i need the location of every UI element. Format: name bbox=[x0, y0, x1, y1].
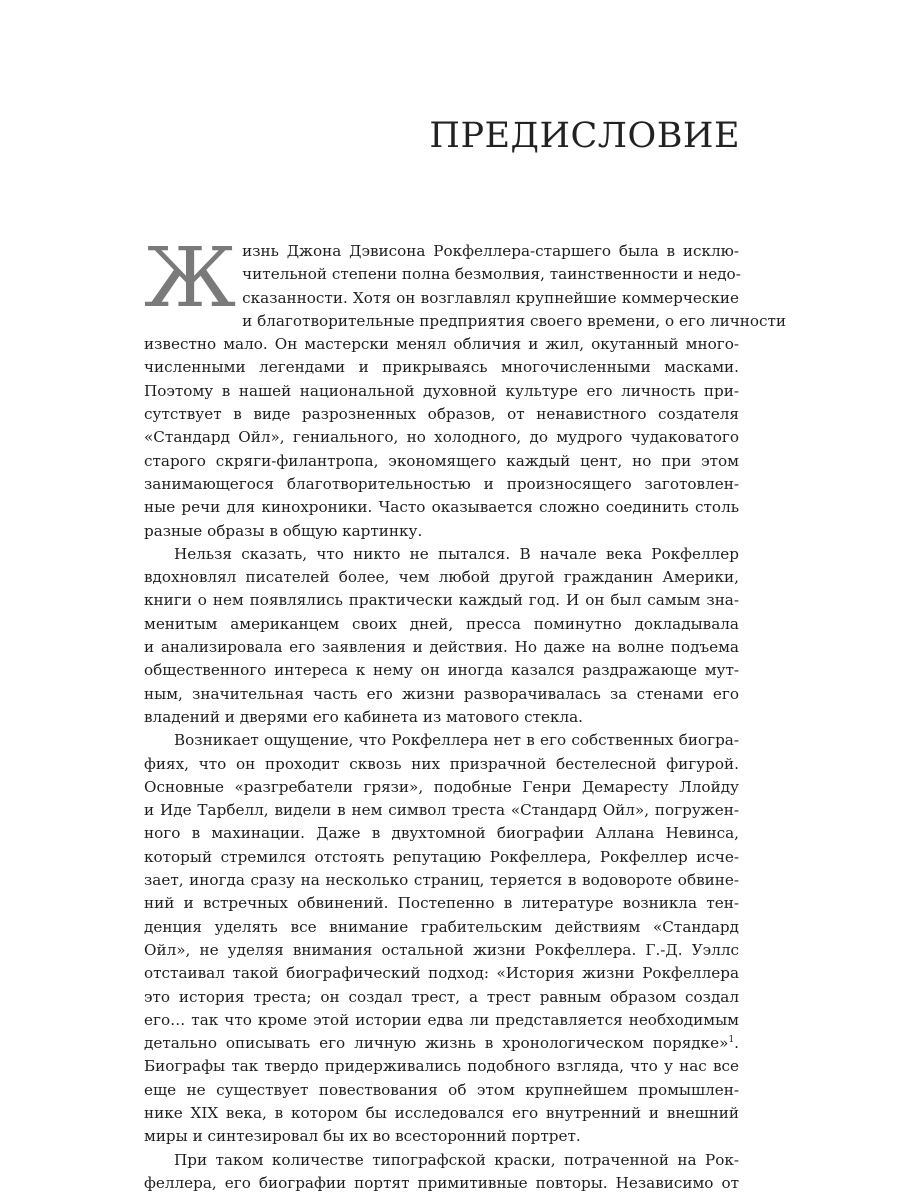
text-line: зает, иногда сразу на несколько страниц, теряется в водовороте обвине- bbox=[144, 871, 739, 890]
text-line: известно мало. Он мастерски менял обличия и жил, окутанный много- bbox=[144, 335, 739, 354]
text-line: его… так что кроме этой истории едва ли представляется необходимым bbox=[144, 1010, 739, 1029]
footnote-marker[interactable]: 1 bbox=[728, 1035, 735, 1046]
text-line: нике XIX века, в котором бы исследовался его внутренний и внешний bbox=[144, 1103, 739, 1122]
body-text bbox=[144, 231, 787, 1195]
text-line: Поэтому в нашей национальной духовной культуре его личность при- bbox=[144, 381, 739, 400]
text-line: ний и встречных обвинений. Постепенно в литературе возникла тен- bbox=[144, 894, 739, 913]
text-line: отстаивал такой биографический подход: «История жизни Рокфеллера bbox=[144, 964, 739, 983]
paragraph bbox=[144, 543, 739, 729]
text-line: сутствует в виде разрозненных образов, от ненавистного создателя bbox=[144, 405, 739, 424]
text-line: занимающегося благотворительностью и произносящего заготовлен- bbox=[144, 474, 739, 493]
text-line: книги о нем появлялись практически каждый год. И он был самым зна- bbox=[144, 591, 739, 610]
text-line: ного в махинации. Даже в двухтомной биографии Аллана Невинса, bbox=[144, 824, 739, 843]
text-line: «Стандард Ойл», гениального, но холодного, до мудрого чудаковатого bbox=[144, 428, 739, 447]
text-line: численными легендами и прикрываясь многочисленными масками. bbox=[144, 358, 739, 377]
paragraph bbox=[144, 729, 739, 1148]
text-line: изнь Джона Дэвисона Рокфеллера-старшего была в исклю- bbox=[242, 242, 739, 260]
text-line: денция уделять все внимание грабительским действиям «Стандард bbox=[144, 917, 739, 936]
text-line-with-footnote: детально описывать его личную жизнь в хронологическом порядке»$^1$. bbox=[144, 1034, 739, 1053]
text-line: При таком количестве типографской краски, потраченной на Рок- bbox=[174, 1150, 739, 1169]
text-line: Возникает ощущение, что Рокфеллера нет в его собственных биогра- bbox=[174, 731, 739, 750]
text-line: и анализировала его заявления и действия. Но даже на волне подъема bbox=[144, 638, 739, 657]
text-line: владений и дверями его кабинета из матового стекла. bbox=[144, 707, 584, 726]
text-line: и благотворительные предприятия своего времени, о его личности bbox=[242, 311, 787, 330]
text-line: Нельзя сказать, что никто не пытался. В начале века Рокфеллер bbox=[174, 544, 739, 563]
paragraph bbox=[144, 1149, 739, 1196]
text-line: старого скряги-филантропа, экономящего каждый цент, но при этом bbox=[144, 451, 739, 470]
text-line: и Иде Тарбелл, видели в нем символ треста «Стандард Ойл», погружен- bbox=[144, 801, 739, 820]
text-line: Ойл», не уделяя внимания остальной жизни Рокфеллера. Г.-Д. Уэллс bbox=[144, 940, 739, 959]
text-line: еще не существует повествования об этом крупнейшем промышлен- bbox=[144, 1080, 739, 1099]
text-line: ные речи для кинохроники. Часто оказывается сложно соединить столь bbox=[144, 498, 739, 517]
text-line-content: детально описывать его личную жизнь в хронологическом порядке» bbox=[144, 1034, 729, 1053]
text-line: который стремился отстоять репутацию Рокфеллера, Рокфеллер исче- bbox=[144, 847, 739, 866]
text-line: ным, значительная часть его жизни разворачивалась за стенами его bbox=[144, 684, 739, 703]
text-line: менитым американцем своих дней, пресса поминутно докладывала bbox=[144, 614, 739, 633]
text-line: чительной степени полна безмолвия, таинственности и недо- bbox=[242, 265, 741, 284]
text-line: миры и синтезировал бы их во всесторонний портрет. bbox=[144, 1127, 581, 1146]
text-line: разные образы в общую картинку. bbox=[144, 521, 423, 540]
chapter-title: ПРЕДИСЛОВИЕ bbox=[429, 116, 740, 156]
text-line: фиях, что он проходит сквозь них призрачной бестелесной фигурой. bbox=[144, 754, 739, 773]
drop-cap: Ж bbox=[144, 231, 237, 326]
text-line: общественного интереса к нему он иногда казался раздражающе мут- bbox=[144, 661, 739, 680]
text-line: феллера, его биографии портят примитивные повторы. Независимо от bbox=[144, 1173, 739, 1192]
text-line: Основные «разгребатели грязи», подобные Генри Демаресту Ллойду bbox=[144, 777, 739, 796]
text-line: Биографы так твердо придерживались подобного взгляда, что у нас все bbox=[144, 1057, 739, 1076]
text-line: сказанности. Хотя он возглавлял крупнейшие коммерческие bbox=[242, 288, 739, 307]
text-line: вдохновлял писателей более, чем любой другой гражданин Америки, bbox=[144, 568, 739, 587]
paragraph bbox=[144, 231, 787, 543]
text-line: это история треста; он создал трест, а трест равным образом создал bbox=[144, 987, 739, 1006]
